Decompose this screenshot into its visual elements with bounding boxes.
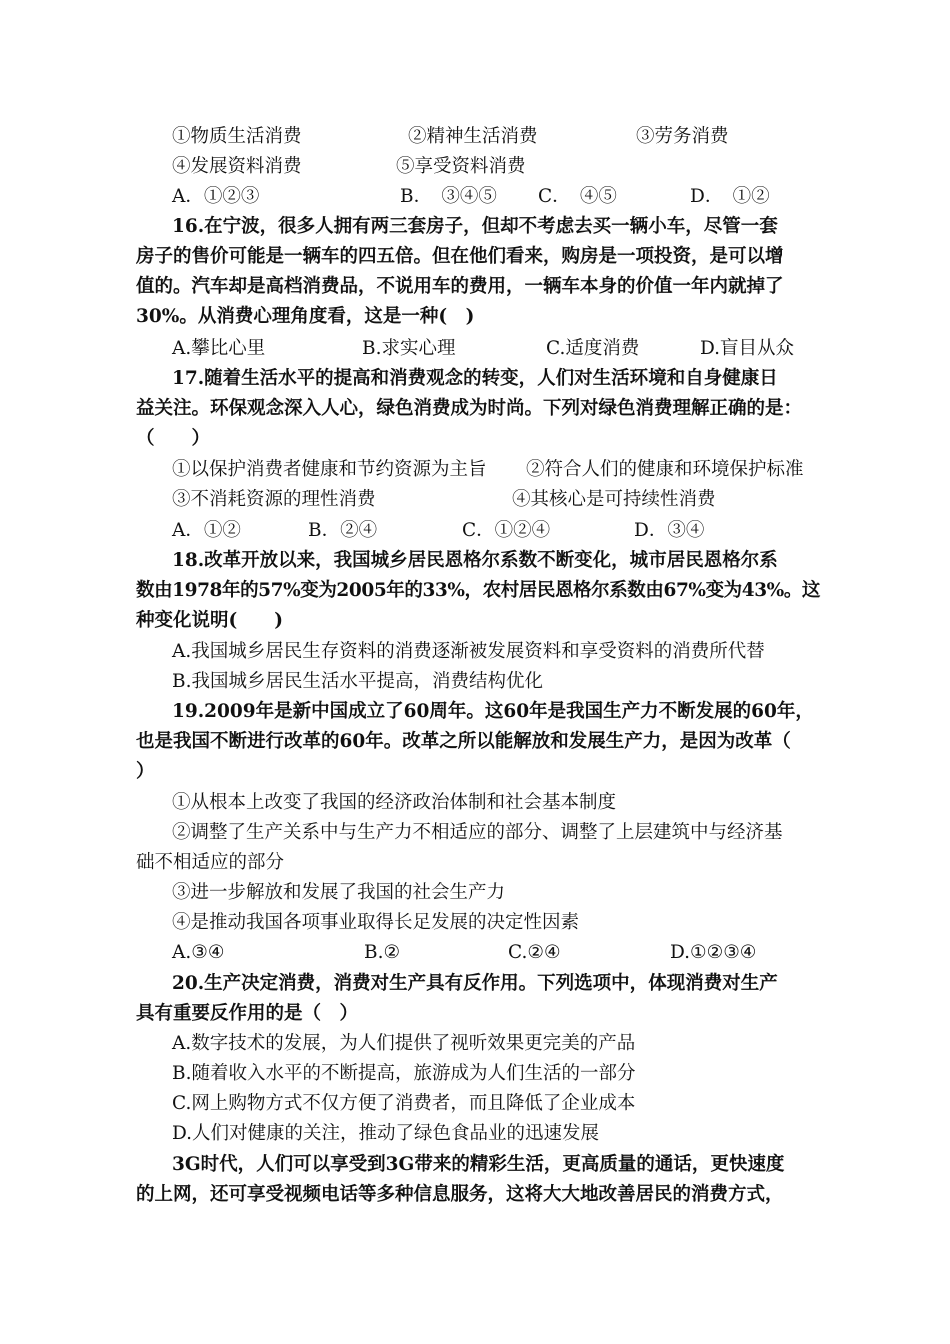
q15-item-1: ①物质生活消费	[172, 126, 302, 147]
q17-item-2: ②符合人们的健康和环境保护标准	[526, 459, 804, 480]
q17-stem-line-1: 17.随着生活水平的提高和消费观念的转变，人们对生活环境和自身健康日	[172, 368, 778, 389]
q16-stem-line-4: 30%。从消费心理角度看，这是一种( )	[136, 306, 475, 327]
q16-stem-line-1: 16.在宁波，很多人拥有两三套房子，但却不考虑去买一辆小车，尽管一套	[172, 216, 778, 237]
q15-item-3: ③劳务消费	[636, 126, 729, 147]
q20-option-a: A.数字技术的发展，为人们提供了视听效果更完美的产品	[172, 1033, 636, 1054]
q16-option-a: A.攀比心里	[172, 338, 266, 359]
q20-option-b: B.随着收入水平的不断提高，旅游成为人们生活的一部分	[172, 1063, 636, 1084]
q19-item-1: ①从根本上改变了我国的经济政治体制和社会基本制度	[172, 792, 617, 813]
q15-option-d: D． ①②	[690, 186, 770, 207]
q19-item-2-cont: 础不相适应的部分	[136, 852, 285, 873]
q17-stem-line-3: （ ）	[136, 428, 211, 449]
q17-stem-line-2: 益关注。环保观念深入人心，绿色消费成为时尚。下列对绿色消费理解正确的是：	[136, 398, 803, 419]
q15-option-c: C． ④⑤	[538, 186, 617, 207]
q15-option-a: A．①②③	[172, 186, 260, 207]
q19-option-a: A.③④	[172, 942, 225, 963]
q19-item-4: ④是推动我国各项事业取得长足发展的决定性因素	[172, 912, 580, 933]
q19-stem-line-3: ）	[136, 761, 155, 782]
q18-option-b: B.我国城乡居民生活水平提高，消费结构优化	[172, 671, 543, 692]
q15-item-5: ⑤享受资料消费	[396, 156, 526, 177]
q20-option-c: C.网上购物方式不仅方便了消费者，而且降低了企业成本	[172, 1093, 636, 1114]
q20-stem-line-1: 20.生产决定消费，消费对生产具有反作用。下列选项中，体现消费对生产	[172, 973, 778, 994]
q17-item-1: ①以保护消费者健康和节约资源为主旨	[172, 459, 487, 480]
q19-stem-line-1: 19.2009年是新中国成立了60周年。这60年是我国生产力不断发展的60年，	[172, 701, 814, 722]
q20-stem-line-2: 具有重要反作用的是（ ）	[136, 1003, 359, 1024]
passage-line-1: 3G时代，人们可以享受到3G带来的精彩生活，更高质量的通话，更快速度	[172, 1154, 785, 1175]
q17-option-a: A．①②	[172, 520, 241, 541]
q17-option-b: B．②④	[308, 520, 378, 541]
q15-item-2: ②精神生活消费	[408, 126, 538, 147]
q18-option-a: A.我国城乡居民生存资料的消费逐渐被发展资料和享受资料的消费所代替	[172, 641, 765, 662]
q16-option-b: B.求实心理	[362, 338, 456, 359]
q19-option-c: C.②④	[508, 942, 561, 963]
q16-option-d: D.盲目从众	[700, 338, 795, 359]
q19-item-2: ②调整了生产关系中与生产力不相适应的部分、调整了上层建筑中与经济基	[172, 822, 783, 843]
q15-item-4: ④发展资料消费	[172, 156, 302, 177]
q17-option-d: D．③④	[634, 520, 705, 541]
q17-item-4: ④其核心是可持续性消费	[512, 489, 716, 510]
q18-stem-line-1: 18.改革开放以来，我国城乡居民恩格尔系数不断变化，城市居民恩格尔系	[172, 550, 778, 571]
q19-option-b: B.②	[364, 942, 401, 963]
q18-stem-line-2: 数由1978年的57%变为2005年的33%，农村居民恩格尔系数由67%变为43%。这	[136, 580, 820, 601]
q20-option-d: D.人们对健康的关注，推动了绿色食品业的迅速发展	[172, 1123, 600, 1144]
q16-stem-line-2: 房子的售价可能是一辆车的四五倍。但在他们看来，购房是一项投资，是可以增	[136, 246, 784, 267]
q17-item-3: ③不消耗资源的理性消费	[172, 489, 376, 510]
q16-option-c: C.适度消费	[546, 338, 640, 359]
passage-line-2: 的上网，还可享受视频电话等多种信息服务，这将大大地改善居民的消费方式，	[136, 1184, 784, 1205]
q19-stem-line-2: 也是我国不断进行改革的60年。改革之所以能解放和发展生产力，是因为改革（	[136, 731, 791, 752]
q19-item-3: ③进一步解放和发展了我国的社会生产力	[172, 882, 506, 903]
q16-stem-line-3: 值的。汽车却是高档消费品，不说用车的费用，一辆车本身的价值一年内就掉了	[136, 276, 784, 297]
q17-option-c: C．①②④	[462, 520, 551, 541]
q19-option-d: D.①②③④	[670, 942, 757, 963]
q15-option-b: B． ③④⑤	[400, 186, 497, 207]
q18-stem-line-3: 种变化说明( )	[136, 610, 284, 631]
